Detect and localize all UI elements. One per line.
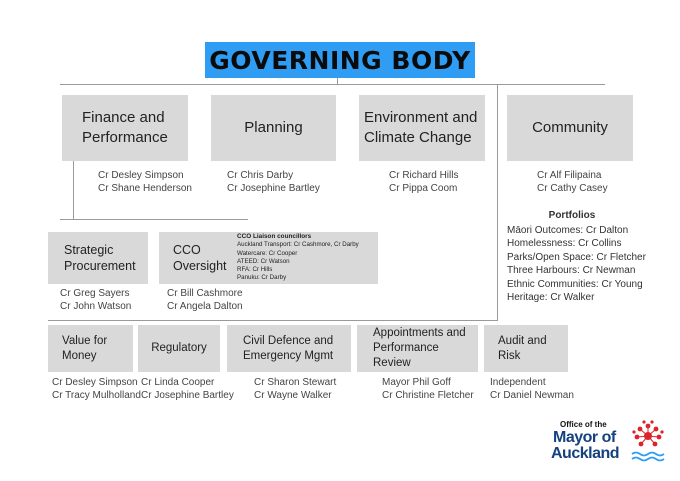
committee-members-audit [490, 376, 574, 402]
cco-liaison-line: Auckland Transport: Cr Cashmore, Cr Darby [237, 241, 359, 249]
mayor-of-auckland-logo [550, 418, 670, 468]
member-name: Mayor Phil Goff [382, 377, 451, 388]
committee-label-line1: CCO [173, 243, 201, 257]
member-name: Cr Chris Darby [227, 170, 294, 181]
committee-label-line1: Strategic [64, 243, 114, 257]
member-name: Cr Angela Dalton [167, 301, 243, 312]
committee-label-line1: Regulatory [151, 342, 207, 354]
member-name: Cr Josephine Bartley [141, 390, 234, 401]
cco-liaison-line: ATEED: Cr Watson [237, 257, 290, 265]
member-name: Cr Desley Simpson [52, 377, 138, 388]
connector-mid-horizontal [60, 219, 248, 220]
cco-liaison-heading: CCO Liaison councillors [237, 233, 312, 240]
connector-bottom-horizontal [48, 320, 498, 321]
member-name: Cr Cathy Casey [537, 183, 608, 194]
connector-right-vertical [497, 85, 498, 320]
member-name: Cr Wayne Walker [254, 390, 332, 401]
committee-label-line1: Community [532, 119, 608, 136]
portfolio-item: Heritage: Cr Walker [507, 292, 595, 303]
member-name: Cr Josephine Bartley [227, 183, 320, 194]
cco-liaison-line: Panuku: Cr Darby [237, 274, 287, 282]
connector-top-horizontal [60, 84, 605, 85]
committee-regulatory [138, 325, 220, 372]
portfolios-list [507, 209, 677, 305]
pohutukawa-flower-icon [628, 418, 668, 466]
committee-label-line1: Planning [244, 119, 303, 136]
portfolio-item: Three Harbours: Cr Newman [507, 265, 636, 276]
committee-members-procurement [60, 287, 131, 313]
portfolios-heading: Portfolios [548, 210, 596, 221]
committee-label-line2: Money [62, 349, 97, 362]
committee-audit-risk [484, 325, 568, 372]
committee-label-line1: Civil Defence and [243, 334, 334, 347]
committee-environment-climate [359, 95, 485, 161]
member-name: Cr John Watson [60, 301, 132, 312]
committee-value-for-money [48, 325, 133, 372]
committee-community [507, 95, 633, 161]
member-name: Cr Daniel Newman [490, 390, 574, 401]
logo-text-line1: Office of the [560, 420, 607, 429]
cco-liaison-line: RFA: Cr Hills [237, 266, 273, 274]
cco-liaison-line: Watercare: Cr Cooper [237, 249, 298, 257]
committee-label-line1: Appointments and [373, 327, 466, 339]
committee-label-line2: Performance Review [373, 342, 439, 369]
committee-members-civil-defence [254, 376, 336, 402]
member-name: Cr Greg Sayers [60, 288, 130, 299]
cco-liaison-list [237, 233, 359, 283]
committee-label-line2: Oversight [173, 259, 227, 273]
committee-label-line2: Climate Change [364, 129, 472, 146]
member-name: Cr Christine Fletcher [382, 390, 474, 401]
connector-left-vertical [73, 161, 74, 219]
member-name: Cr Desley Simpson [98, 170, 184, 181]
committee-label-line2: Procurement [64, 259, 136, 273]
committee-members-regulatory [141, 376, 234, 402]
committee-label-line2: Emergency Mgmt [243, 349, 334, 362]
committee-appointments-review [357, 325, 478, 372]
member-name: Cr Sharon Stewart [254, 377, 337, 388]
logo-text-line3: Auckland [551, 445, 620, 462]
member-name: Cr Pippa Coom [389, 183, 458, 194]
connector-title-stem [337, 78, 338, 85]
committee-strategic-procurement [48, 232, 148, 284]
committee-label-line1: Value for [62, 334, 108, 347]
member-name: Cr Shane Henderson [98, 183, 192, 194]
member-name: Cr Richard Hills [389, 170, 459, 181]
committee-members-finance [98, 169, 192, 195]
committee-members-cco [167, 287, 243, 313]
committee-members-value [52, 376, 141, 402]
committee-label-line1: Finance and [82, 109, 165, 126]
committee-planning [211, 95, 336, 161]
member-name: Cr Tracy Mulholland [52, 390, 141, 401]
committee-label-line2: Risk [498, 349, 521, 362]
portfolio-item: Parks/Open Space: Cr Fletcher [507, 251, 646, 263]
committee-label-line1: Audit and [498, 334, 547, 347]
portfolio-item: Homelessness: Cr Collins [507, 238, 622, 249]
portfolio-item: Māori Outcomes: Cr Dalton [507, 224, 629, 236]
logo-text-line2: Mayor of [553, 429, 616, 446]
page-title: GOVERNING BODY [205, 42, 475, 78]
committee-members-planning [227, 169, 320, 195]
member-name: Cr Bill Cashmore [167, 288, 243, 299]
committee-members-appointments [382, 376, 474, 402]
committee-label-line1: Environment and [364, 109, 478, 126]
committee-civil-defence [227, 325, 351, 372]
committee-members-environment [389, 169, 458, 195]
member-name: Cr Alf Filipaina [537, 170, 602, 181]
committee-finance-performance [62, 95, 188, 161]
member-name: Independent [490, 377, 546, 388]
committee-members-community [537, 169, 608, 195]
member-name: Cr Linda Cooper [141, 377, 215, 388]
committee-label-line2: Performance [82, 129, 168, 146]
portfolio-item: Ethnic Communities: Cr Young [507, 278, 643, 290]
